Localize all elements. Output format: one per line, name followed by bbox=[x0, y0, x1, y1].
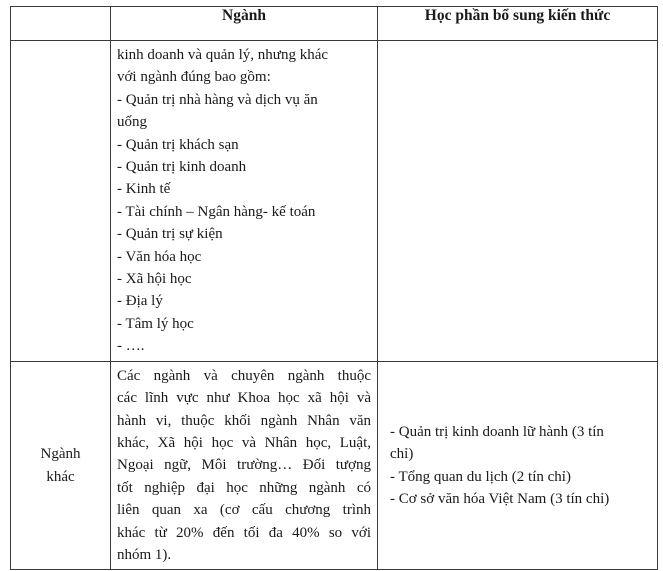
header-row bbox=[11, 7, 658, 41]
major-line: - Địa lý bbox=[117, 293, 163, 310]
major-line: - Xã hội học bbox=[117, 271, 192, 288]
table-row bbox=[11, 361, 658, 570]
table-row bbox=[11, 41, 658, 362]
major-line: các lĩnh vực như Khoa học xã hội và bbox=[117, 390, 371, 407]
row-label-line: Ngành bbox=[40, 446, 81, 463]
major-line: hành vi, thuộc khối ngành Nhân văn bbox=[117, 412, 371, 429]
major-line: - Quản trị kinh doanh bbox=[117, 159, 247, 176]
course-line: - Tổng quan du lịch (2 tín chỉ) bbox=[390, 468, 571, 485]
row1-label-cell bbox=[11, 41, 111, 362]
row2-courses-cell bbox=[378, 361, 658, 570]
major-line: - Quản trị nhà hàng và dịch vụ ăn bbox=[117, 91, 318, 108]
major-line: nhóm 1). bbox=[117, 546, 172, 563]
header-cell-major: Ngành bbox=[111, 7, 378, 41]
course-line: - Cơ sở văn hóa Việt Nam (3 tín chỉ) bbox=[390, 490, 610, 507]
major-list bbox=[111, 41, 377, 361]
major-line: tốt nghiệp đại học những ngành có bbox=[117, 479, 371, 496]
major-line: uống bbox=[117, 114, 147, 131]
header-cell-empty bbox=[11, 7, 111, 41]
major-line: Ngoại ngữ, Môi trường… Đối tượng bbox=[117, 457, 371, 474]
row1-courses-cell bbox=[378, 41, 658, 362]
major-line: với ngành đúng bao gồm: bbox=[117, 69, 271, 86]
major-line: kinh doanh và quản lý, nhưng khác bbox=[117, 47, 329, 63]
header-cell-courses: Học phần bổ sung kiến thức bbox=[378, 7, 658, 41]
course-line: - Quản trị kinh doanh lữ hành (3 tín bbox=[390, 423, 604, 440]
major-line: - Kinh tế bbox=[117, 181, 171, 198]
course-line: chỉ) bbox=[390, 446, 414, 463]
major-line: khác từ 20% đến tối đa 40% so với bbox=[117, 524, 371, 541]
major-line: liên quan xa (cơ cấu chương trình bbox=[117, 502, 371, 519]
major-line: khác, Xã hội học và Nhân học, Luật, bbox=[117, 434, 371, 451]
row1-major-cell bbox=[111, 41, 378, 362]
major-line: - Quản trị khách sạn bbox=[117, 136, 239, 153]
major-line: - Văn hóa học bbox=[117, 248, 202, 265]
curriculum-table bbox=[10, 6, 658, 570]
row-label-line: khác bbox=[46, 468, 75, 485]
major-line: - Quản trị sự kiện bbox=[117, 226, 223, 243]
major-line: - Tâm lý học bbox=[117, 315, 194, 332]
row2-major-cell bbox=[111, 361, 378, 570]
major-line: - Tài chính – Ngân hàng- kế toán bbox=[117, 203, 316, 220]
major-line: Các ngành và chuyên ngành thuộc bbox=[117, 367, 371, 384]
major-line: - …. bbox=[117, 338, 145, 355]
major-description bbox=[111, 362, 377, 570]
row2-label-cell bbox=[11, 361, 111, 570]
